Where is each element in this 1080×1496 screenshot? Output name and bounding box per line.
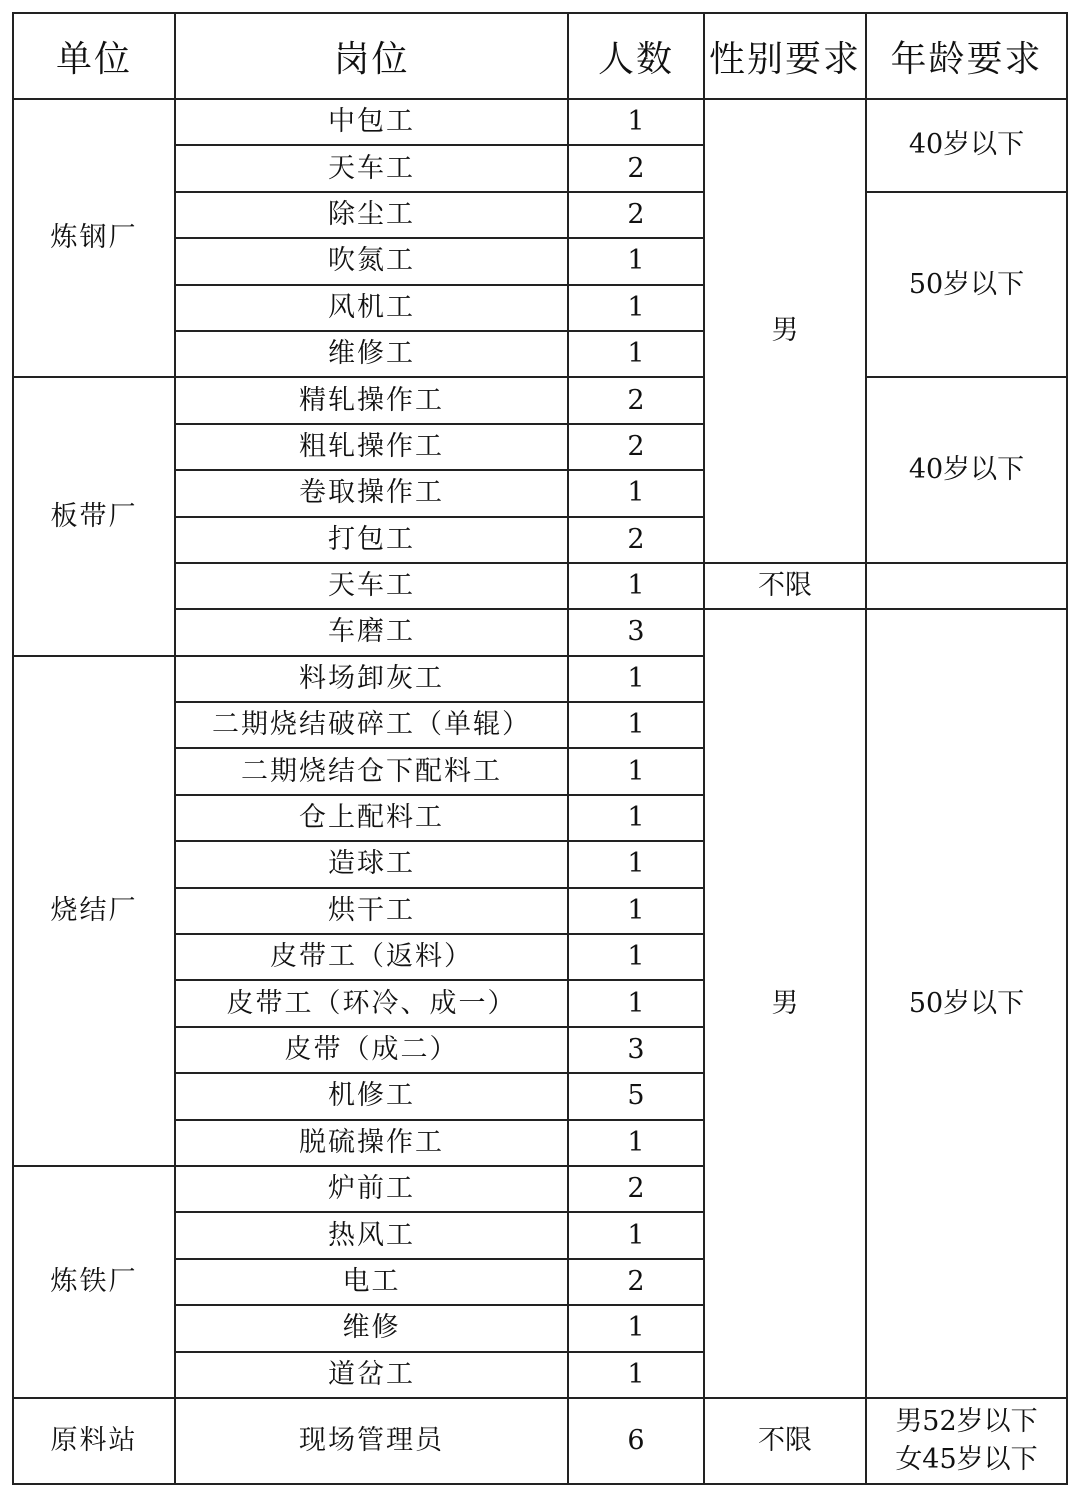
- age-cell: 50岁以下: [866, 609, 1067, 1398]
- count-cell: 1: [568, 238, 704, 284]
- post-cell: 热风工: [175, 1212, 568, 1258]
- count-cell: 1: [568, 656, 704, 702]
- post-cell: 二期烧结仓下配料工: [175, 748, 568, 794]
- post-cell: 卷取操作工: [175, 470, 568, 516]
- header-count: 人数: [568, 13, 704, 99]
- unit-cell: 炼钢厂: [13, 99, 175, 377]
- unit-cell: 炼铁厂: [13, 1166, 175, 1398]
- age-male-line: 男52岁以下: [895, 1405, 1038, 1437]
- count-cell: 1: [568, 1352, 704, 1398]
- unit-cell: 板带厂: [13, 377, 175, 655]
- post-cell: 天车工: [175, 563, 568, 609]
- count-cell: 2: [568, 377, 704, 423]
- post-cell: 风机工: [175, 285, 568, 331]
- count-cell: 3: [568, 609, 704, 655]
- post-cell: 车磨工: [175, 609, 568, 655]
- table-row: [13, 99, 1067, 145]
- post-cell: 炉前工: [175, 1166, 568, 1212]
- gender-cell: 不限: [704, 1398, 866, 1484]
- count-cell: 1: [568, 980, 704, 1026]
- count-cell: 2: [568, 1166, 704, 1212]
- count-cell: 1: [568, 934, 704, 980]
- unit-cell: 烧结厂: [13, 656, 175, 1166]
- age-cell: 40岁以下: [866, 99, 1067, 192]
- post-cell: 机修工: [175, 1073, 568, 1119]
- post-cell: 皮带工（返料）: [175, 934, 568, 980]
- count-cell: 1: [568, 1212, 704, 1258]
- header-row: [13, 13, 1067, 99]
- count-cell: 1: [568, 1305, 704, 1351]
- age-cell-two-line: [866, 1398, 1067, 1484]
- post-cell: 道岔工: [175, 1352, 568, 1398]
- count-cell: 2: [568, 517, 704, 563]
- post-cell: 打包工: [175, 517, 568, 563]
- header-age: 年龄要求: [866, 13, 1067, 99]
- post-cell: 粗轧操作工: [175, 424, 568, 470]
- post-cell: 料场卸灰工: [175, 656, 568, 702]
- post-cell: 电工: [175, 1259, 568, 1305]
- post-cell: 维修: [175, 1305, 568, 1351]
- header-unit: 单位: [13, 13, 175, 99]
- count-cell: 2: [568, 192, 704, 238]
- table-row: [13, 377, 1067, 423]
- post-cell: 吹氮工: [175, 238, 568, 284]
- header-gender: 性别要求: [704, 13, 866, 99]
- post-cell: 烘干工: [175, 888, 568, 934]
- age-female-line: 女45岁以下: [895, 1443, 1038, 1475]
- table-row: [13, 1398, 1067, 1484]
- count-cell: 3: [568, 1027, 704, 1073]
- count-cell: 2: [568, 145, 704, 191]
- post-cell: 仓上配料工: [175, 795, 568, 841]
- gender-cell: 男: [704, 99, 866, 563]
- count-cell: 1: [568, 748, 704, 794]
- count-cell: 2: [568, 424, 704, 470]
- post-cell: 中包工: [175, 99, 568, 145]
- count-cell: 2: [568, 1259, 704, 1305]
- count-cell: 1: [568, 563, 704, 609]
- unit-cell: 原料站: [13, 1398, 175, 1484]
- post-cell: 造球工: [175, 841, 568, 887]
- post-cell: 除尘工: [175, 192, 568, 238]
- header-post: 岗位: [175, 13, 568, 99]
- age-cell: 40岁以下: [866, 377, 1067, 563]
- count-cell: 1: [568, 841, 704, 887]
- post-cell: 维修工: [175, 331, 568, 377]
- recruitment-table: [12, 12, 1068, 1485]
- count-cell: 1: [568, 1120, 704, 1166]
- post-cell: 精轧操作工: [175, 377, 568, 423]
- count-cell: 1: [568, 285, 704, 331]
- age-cell-empty: [866, 563, 1067, 609]
- post-cell: 皮带（成二）: [175, 1027, 568, 1073]
- post-cell: 现场管理员: [175, 1398, 568, 1484]
- count-cell: 1: [568, 888, 704, 934]
- count-cell: 6: [568, 1398, 704, 1484]
- post-cell: 二期烧结破碎工（单辊）: [175, 702, 568, 748]
- count-cell: 1: [568, 470, 704, 516]
- gender-cell: 男: [704, 609, 866, 1398]
- count-cell: 1: [568, 331, 704, 377]
- count-cell: 1: [568, 795, 704, 841]
- table-wrapper: [12, 12, 1068, 1485]
- gender-cell: 不限: [704, 563, 866, 609]
- post-cell: 脱硫操作工: [175, 1120, 568, 1166]
- count-cell: 1: [568, 99, 704, 145]
- post-cell: 皮带工（环冷、成一）: [175, 980, 568, 1026]
- post-cell: 天车工: [175, 145, 568, 191]
- count-cell: 5: [568, 1073, 704, 1119]
- count-cell: 1: [568, 702, 704, 748]
- age-cell: 50岁以下: [866, 192, 1067, 378]
